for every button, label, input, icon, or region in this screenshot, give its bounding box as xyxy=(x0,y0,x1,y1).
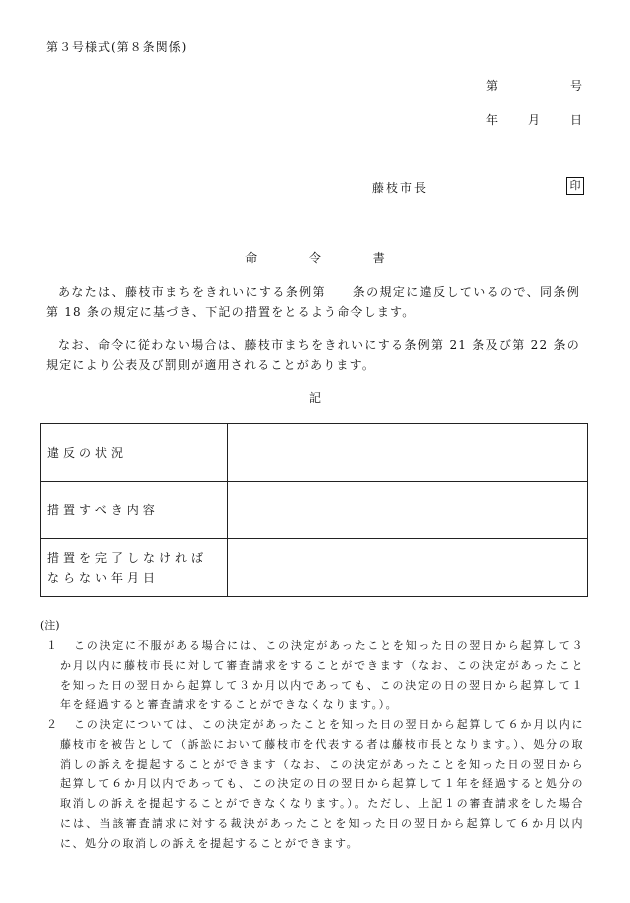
table-row xyxy=(41,424,588,482)
table-row xyxy=(41,539,588,597)
deadline-value xyxy=(228,539,588,597)
required-measures-value xyxy=(228,482,588,539)
penalty-paragraph: なお、命令に従わない場合は、藤枝市まちをきれいにする条例第 21 条及び第 22 条の規定により公表及び罰則が適用されることがあります。 xyxy=(46,338,580,372)
document-number-prefix: 第 xyxy=(486,79,499,93)
deadline-label-line1: 措置を完了しなければ xyxy=(47,550,208,565)
order-details-table xyxy=(40,423,588,597)
violation-status-value xyxy=(228,424,588,482)
order-paragraph: あなたは、藤枝市まちをきれいにする条例第 条の規定に違反しているので、同条例第 18 条の規定に基づき、下記の措置をとるよう命令します。 xyxy=(46,285,580,319)
note-text: この決定に不服がある場合には、この決定があったことを知った日の翌日から起算して３か月以内に藤枝市長に対して審査請求をすることができます（なお、この決定があったことを知った日の翌日から起算して３か月以内であっても、この決定の日の翌日から起算して１年を経過すると審査請求をすることができなくなります。）。 xyxy=(60,639,584,712)
notes-heading: (注) xyxy=(40,619,60,632)
note-text: この決定については、この決定があったことを知った日の翌日から起算して６か月以内に藤枝市を被告として（訴訟において藤枝市を代表する者は藤枝市長となります。）、処分の取消しの訴えを提起することができます（なお、この決定があったことを知った日の翌日から起算して６か月以内であっても、この決定の日の翌日から起算して１年を経過すると処分の取消しの訴えを提起することができなくなります。）。ただし、上記１の審査請求をした場合には、当該審査請求に対する裁決があったことを知った日の翌日から起算して６か月以内に、処分の取消しの訴えを提起することができます。 xyxy=(60,718,584,850)
seal-mark: 印 xyxy=(566,177,584,195)
date-month-label: 月 xyxy=(528,113,541,127)
deadline-label xyxy=(41,539,228,597)
date-day-label: 日 xyxy=(570,113,583,127)
table-row xyxy=(41,482,588,539)
note-number: ２ xyxy=(46,718,59,731)
note-item-1 xyxy=(46,636,584,715)
document-number-suffix: 号 xyxy=(570,79,583,93)
document-title: 命 令 書 xyxy=(245,251,409,265)
date-year-label: 年 xyxy=(486,113,499,127)
issuer-name: 藤枝市長 xyxy=(372,181,429,195)
deadline-label-line2: ならない年月日 xyxy=(47,570,160,585)
note-number: １ xyxy=(46,639,59,652)
ki-heading: 記 xyxy=(308,391,321,405)
note-item-2 xyxy=(46,715,584,854)
violation-status-label: 違反の状況 xyxy=(41,424,228,482)
form-number: 第３号様式(第８条関係) xyxy=(46,40,188,54)
required-measures-label: 措置すべき内容 xyxy=(41,482,228,539)
